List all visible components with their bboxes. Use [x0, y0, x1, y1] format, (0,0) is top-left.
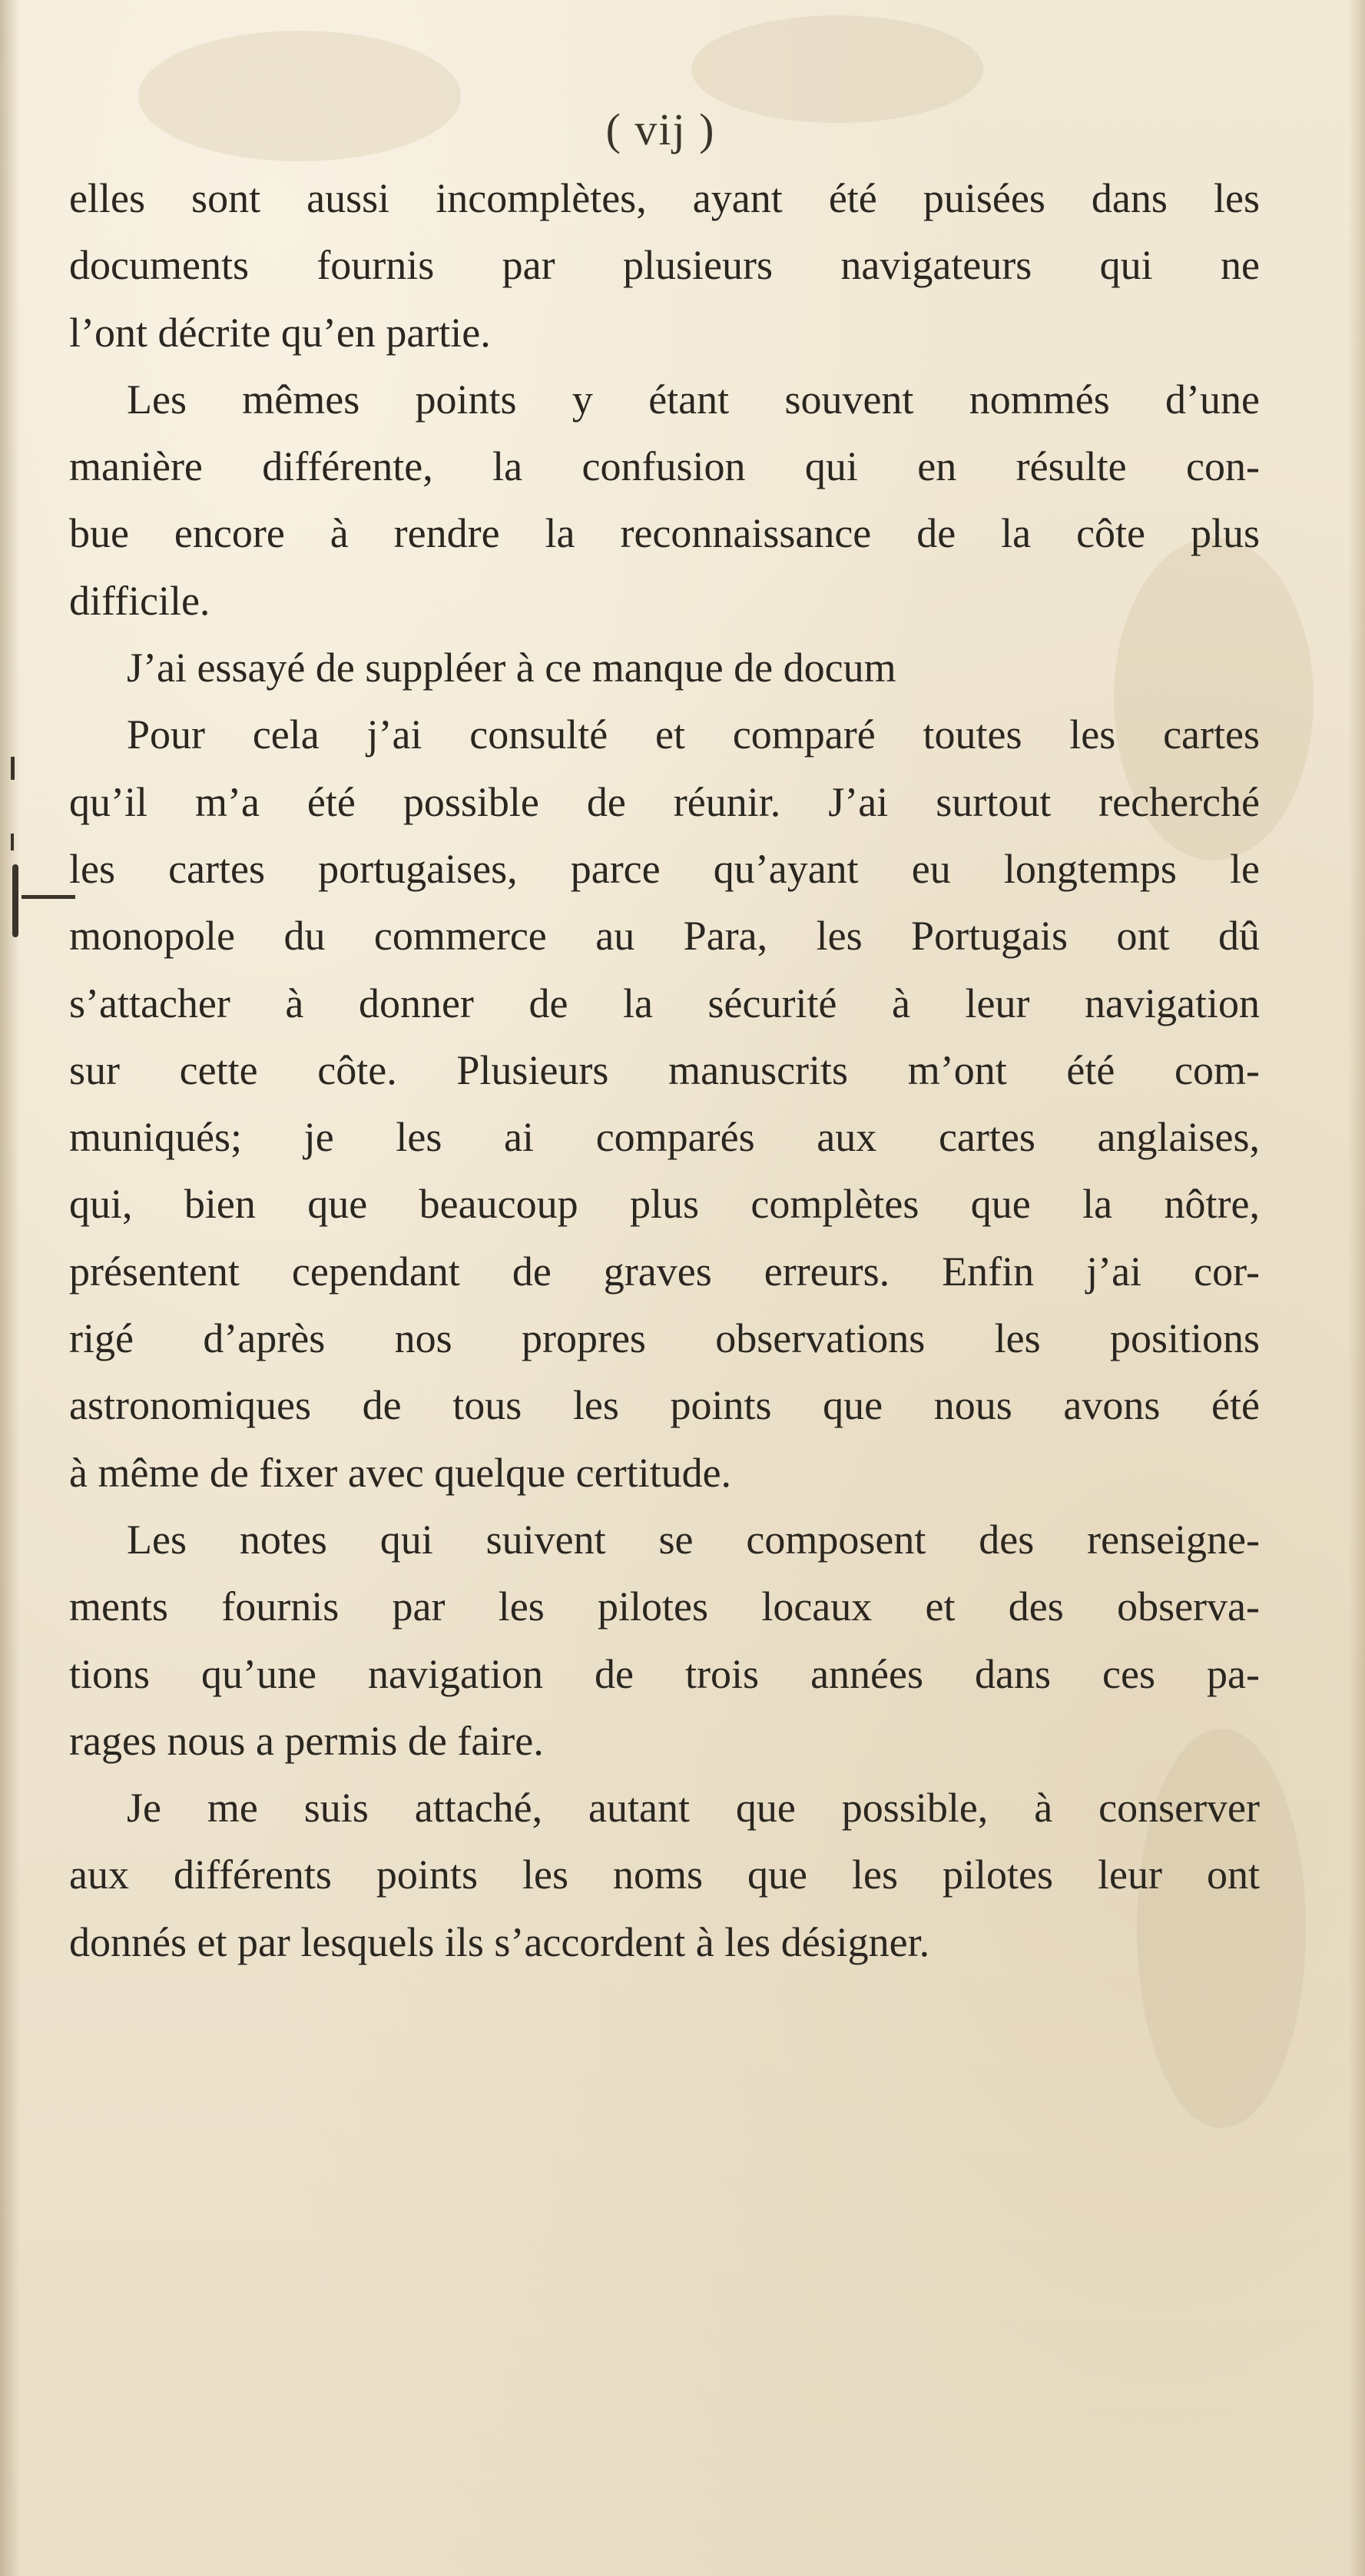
- text-line: Les notes qui suivent se composent des renseigne-: [127, 1516, 1260, 1563]
- text-line: à même de fixer avec quelque certitude.: [69, 1449, 732, 1496]
- text-line: muniqués; je les ai comparés aux cartes anglaises,: [69, 1114, 1260, 1161]
- text-line: difficile.: [69, 577, 210, 624]
- text-line: astronomiques de tous les points que nous avons été: [69, 1382, 1260, 1429]
- text-line: qui, bien que beaucoup plus complètes que la nôtre,: [69, 1181, 1260, 1228]
- text-line: aux différents points les noms que les pilotes leur ont: [69, 1852, 1260, 1898]
- text-line: Pour cela j’ai consulté et comparé toutes les cartes: [127, 711, 1260, 758]
- text-line: sur cette côte. Plusieurs manuscrits m’ont été com-: [69, 1046, 1260, 1093]
- text-line: ments fournis par les pilotes locaux et des observa-: [69, 1583, 1260, 1630]
- text-line: elles sont aussi incomplètes, ayant été puisées dans les: [69, 175, 1260, 221]
- text-line: documents fournis par plusieurs navigateurs qui ne: [69, 242, 1260, 289]
- text-line: présentent cependant de graves erreurs. Enfin j’ai cor-: [69, 1248, 1260, 1295]
- text-line: rages nous a permis de faire.: [69, 1717, 544, 1764]
- text-line: J’ai essayé de suppléer à ce manque de docum: [127, 645, 896, 691]
- text-line: Je me suis attaché, autant que possible, à conserver: [127, 1785, 1260, 1832]
- text-line: bue encore à rendre la reconnaissance de la côte plus: [69, 510, 1260, 557]
- body-text: [69, 165, 1260, 1976]
- text-line: tions qu’une navigation de trois années dans ces pa-: [69, 1650, 1260, 1697]
- text-line: monopole du commerce au Para, les Portugais ont dû: [69, 913, 1260, 960]
- text-line: s’attacher à donner de la sécurité à leur navigation: [69, 980, 1260, 1026]
- margin-mark: [11, 757, 15, 780]
- text-line: donnés et par lesquels ils s’accordent à les désigner.: [69, 1918, 930, 1965]
- paper-stain: [138, 31, 461, 161]
- text-line: l’ont décrite qu’en partie.: [69, 309, 491, 356]
- text-line: rigé d’après nos propres observations les positions: [69, 1315, 1260, 1362]
- text-line: manière différente, la confusion qui en résulte con-: [69, 443, 1260, 490]
- margin-mark: [22, 895, 75, 899]
- margin-mark: [11, 834, 14, 850]
- page-right-edge: [1348, 0, 1365, 2576]
- page-number: ( vij ): [605, 104, 716, 154]
- text-line: les cartes portugaises, parce qu’ayant eu longtemps le: [69, 845, 1260, 892]
- text-line: Les mêmes points y étant souvent nommés d’une: [127, 376, 1260, 423]
- page-left-edge: [0, 0, 20, 2576]
- text-line: qu’il m’a été possible de réunir. J’ai surtout recherché: [69, 778, 1260, 825]
- margin-mark: [12, 864, 18, 937]
